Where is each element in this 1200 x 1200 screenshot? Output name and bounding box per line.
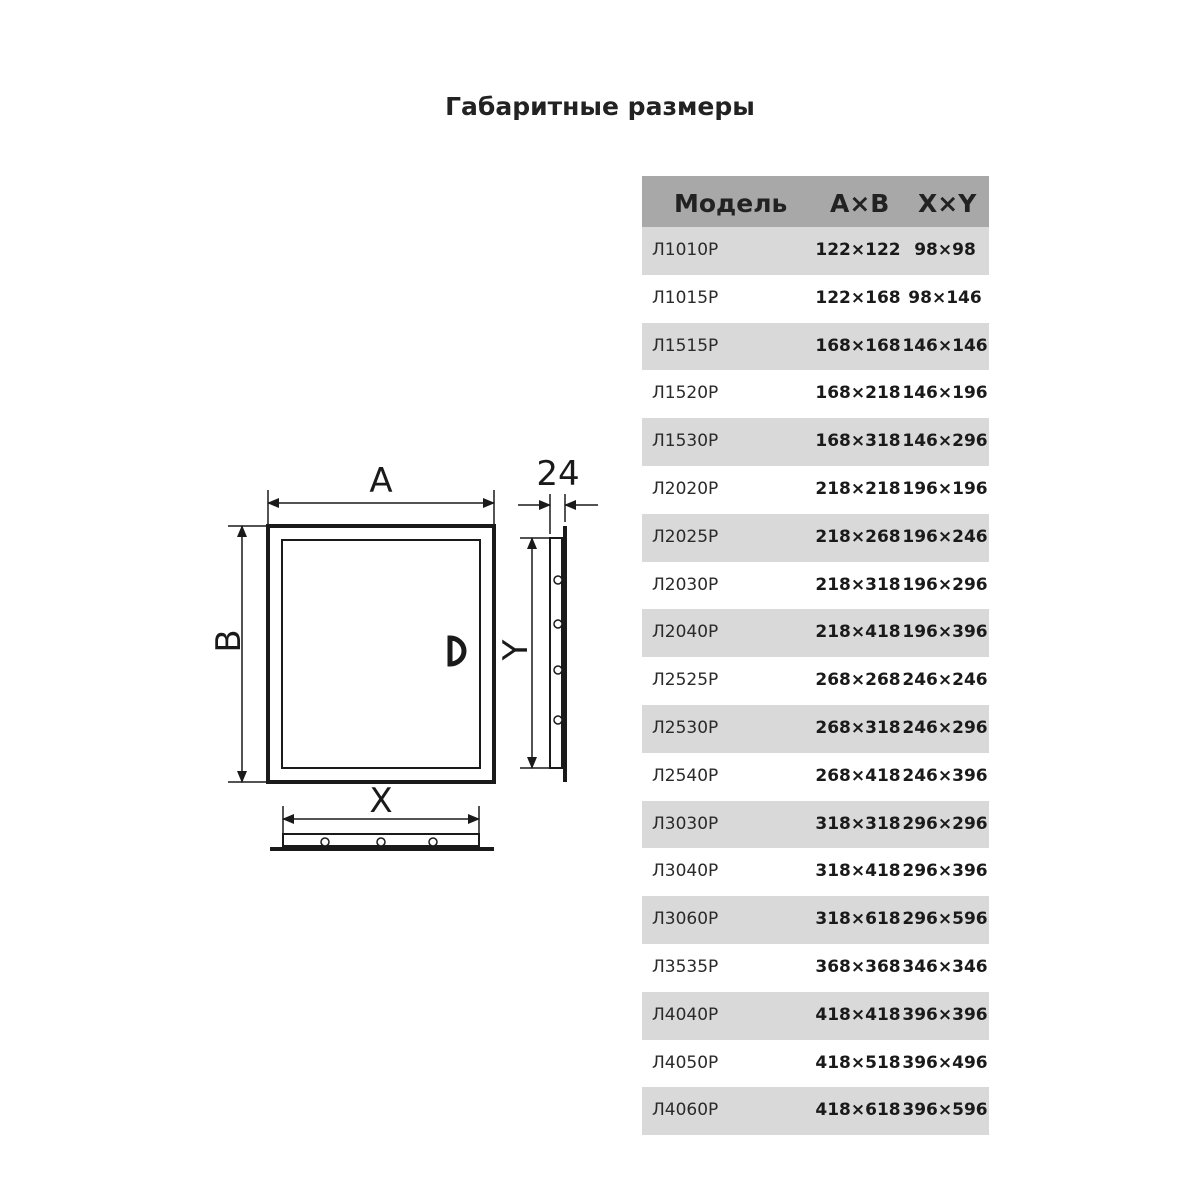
table-row [642,896,989,944]
cell-model: Л3030Р [652,813,719,834]
table-row [642,466,989,514]
cell-ab: 168×218 [815,383,901,404]
cell-xy: 396×596 [902,1100,988,1121]
cell-model: Л1010Р [652,240,719,260]
table-row [642,418,989,466]
cell-model: Л2020Р [652,478,719,499]
cell-ab: 268×318 [815,717,901,738]
table-row [642,753,989,801]
cell-model: Л4040Р [652,1004,719,1025]
cell-xy: 98×146 [908,287,982,308]
cell-xy: 346×346 [902,956,988,977]
table-row [642,657,989,705]
table-row [642,705,989,753]
dimension-label-b: B [209,629,249,653]
cell-xy: 296×596 [902,909,988,930]
cell-ab: 418×418 [815,1004,901,1025]
dimension-label-x: X [369,781,393,821]
table-row [642,1087,989,1135]
table-row [642,514,989,562]
table-body [642,227,989,1135]
header-ab: A×B [830,189,890,218]
cell-ab: 218×418 [815,622,901,643]
table-row [642,370,989,418]
cell-ab: 318×318 [815,813,901,834]
table-row [642,992,989,1040]
bottom-view [270,781,494,849]
cell-model: Л2525Р [652,670,719,691]
cell-model: Л3040Р [652,861,719,882]
side-view [496,454,598,782]
cell-xy: 196×396 [902,622,988,643]
cell-model: Л3060Р [652,909,719,930]
hatch-drawing [0,0,640,900]
table-header [642,176,989,227]
cell-model: Л2030Р [652,574,719,595]
cell-ab: 168×168 [815,335,901,356]
dimension-label-a: A [369,461,393,501]
cell-ab: 122×168 [815,287,901,308]
table-row [642,801,989,849]
cell-xy: 396×396 [902,1004,988,1025]
front-view [268,526,494,782]
table-row [642,609,989,657]
cell-xy: 196×246 [902,526,988,547]
cell-xy: 246×396 [902,765,988,786]
page-title: Габаритные размеры [445,92,755,121]
cell-xy: 146×146 [902,335,988,356]
cell-ab: 218×218 [815,478,901,499]
cell-xy: 146×196 [902,383,988,404]
cell-model: Л2530Р [652,717,719,738]
outer-frame [268,526,494,782]
cell-xy: 146×296 [902,431,988,452]
cell-model: Л1515Р [652,335,719,356]
cell-xy: 396×496 [902,1052,988,1073]
table-row [642,227,989,275]
cell-ab: 318×418 [815,861,901,882]
dimension-label-depth: 24 [536,454,580,494]
table-row [642,944,989,992]
cell-ab: 268×268 [815,670,901,691]
cell-ab: 168×318 [815,431,901,452]
cell-model: Л2540Р [652,765,719,786]
dimension-a [268,461,494,524]
cell-xy: 98×98 [914,240,976,260]
cell-ab: 418×618 [815,1100,901,1121]
table-row [642,562,989,610]
cell-model: Л1520Р [652,383,719,404]
cell-model: Л1530Р [652,431,719,452]
header-xy: X×Y [918,189,977,218]
cell-xy: 296×296 [902,813,988,834]
cell-model: Л2040Р [652,622,719,643]
cell-ab: 318×618 [815,909,901,930]
cell-ab: 218×318 [815,574,901,595]
cell-xy: 246×246 [902,670,988,691]
dimension-b [209,526,266,782]
cell-ab: 122×122 [815,240,901,260]
cell-xy: 246×296 [902,717,988,738]
cell-model: Л4060Р [652,1100,719,1121]
cell-xy: 196×196 [902,478,988,499]
cell-model: Л3535Р [652,956,719,977]
table-row [642,275,989,323]
cell-model: Л2025Р [652,526,719,547]
cell-ab: 218×268 [815,526,901,547]
lock-icon [450,638,464,664]
dimensions-table [642,176,989,1135]
table-row [642,323,989,371]
cell-model: Л4050Р [652,1052,719,1073]
cell-xy: 296×396 [902,861,988,882]
table-row [642,848,989,896]
header-model: Модель [674,189,788,218]
cell-ab: 368×368 [815,956,901,977]
cell-ab: 418×518 [815,1052,901,1073]
cell-xy: 196×296 [902,574,988,595]
table-row [642,1040,989,1088]
cell-ab: 268×418 [815,765,901,786]
cell-model: Л1015Р [652,287,719,308]
dimension-label-y: Y [496,639,536,661]
